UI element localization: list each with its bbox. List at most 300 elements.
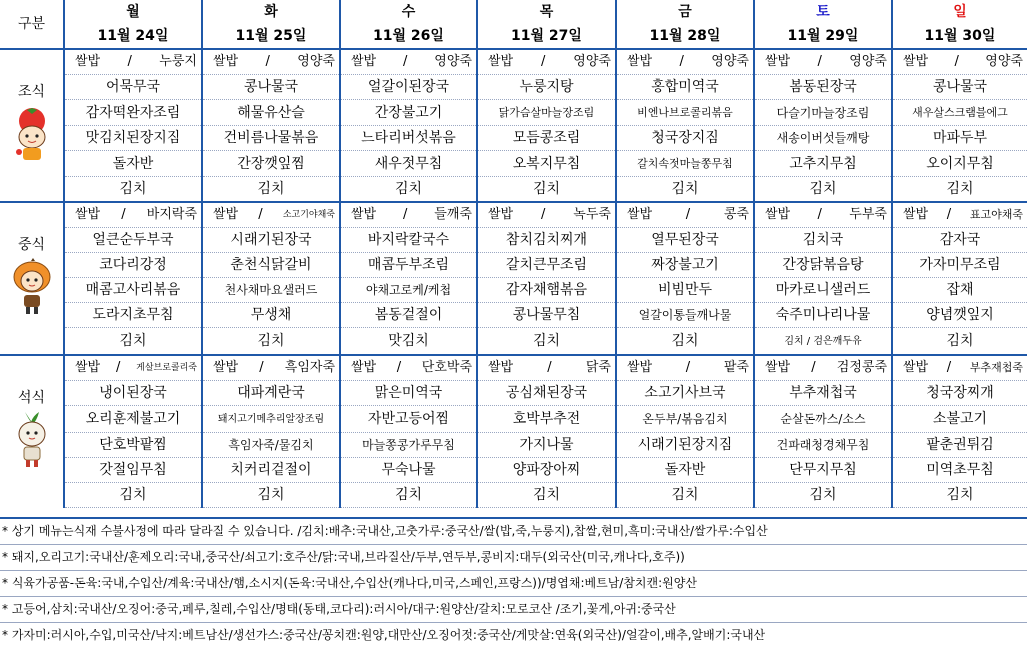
dish-name: 어묵무국: [105, 79, 161, 95]
dish-name: 콩나물국: [243, 79, 299, 95]
dish-name: 마카로니샐러드: [775, 282, 871, 298]
dish-name: 건파래청경채무침: [776, 438, 870, 452]
gubun-header: 구분: [17, 16, 46, 32]
rice-label: 쌀밥: [75, 54, 101, 69]
dish-cell: [892, 278, 1027, 303]
dish-name: 김치: [394, 487, 423, 503]
porridge-label: 바지락죽: [146, 207, 197, 222]
dish-cell: [616, 458, 754, 483]
rice-label: 쌀밥: [213, 54, 239, 69]
dish-name: 얼갈이된장국: [367, 79, 450, 95]
date-header: 11월 25일: [202, 24, 340, 49]
dish-cell: [64, 433, 202, 458]
dish-cell: [64, 278, 202, 303]
rice-label: 쌀밥: [903, 207, 929, 222]
rice-label: 쌀밥: [213, 207, 239, 222]
dish-cell: [754, 303, 892, 328]
porridge-label: 영양죽: [434, 54, 472, 69]
dish-cell: [616, 381, 754, 406]
dish-name: 봄동겉절이: [374, 307, 443, 323]
rice-soup-cell: 쌀밥 / 누룽지: [64, 49, 202, 75]
porridge-label: 영양죽: [985, 54, 1023, 69]
rice-soup-cell: 쌀밥 / 영양죽: [892, 49, 1027, 75]
dish-cell: [477, 151, 616, 177]
rice-soup-cell: 쌀밥 / 영양죽: [616, 49, 754, 75]
dish-cell: [754, 458, 892, 483]
rice-soup-cell: 쌀밥 / 바지락죽: [64, 202, 202, 228]
dish-row: [0, 381, 1027, 406]
dish-cell: [340, 151, 477, 177]
dish-cell: [616, 100, 754, 126]
dish-name: 갈치속젓마늘쫑무침: [637, 157, 733, 170]
dish-cell: [754, 100, 892, 126]
rice-soup-cell: 쌀밥 / 소고기야채죽: [202, 202, 340, 228]
rice-soup-cell: 쌀밥 / 게살브로콜리죽: [64, 355, 202, 381]
porridge-label: 콩죽: [723, 207, 749, 222]
dish-cell: [477, 100, 616, 126]
dish-name: 느타리버섯볶음: [361, 130, 456, 146]
dish-cell: [202, 458, 340, 483]
rice-soup-cell: 쌀밥 / 녹두죽: [477, 202, 616, 228]
day-header: 화: [202, 0, 340, 24]
dish-cell: [202, 406, 340, 433]
rice-soup-cell: 쌀밥 / 부추재첩죽: [892, 355, 1027, 381]
rice-soup-cell: 쌀밥 / 닭죽: [477, 355, 616, 381]
dish-name: 김치: [257, 487, 285, 503]
dish-cell: [892, 328, 1027, 356]
rice-label: 쌀밥: [903, 54, 929, 69]
dish-name: 숙주미나리나물: [775, 307, 871, 323]
dish-cell: [340, 278, 477, 303]
dish-name: 홍합미역국: [651, 79, 719, 95]
dish-name: 간장불고기: [374, 104, 443, 121]
dish-name: 얼큰순두부국: [92, 232, 174, 248]
dish-row: [0, 151, 1027, 177]
dish-row: [0, 458, 1027, 483]
dish-name: 새송이버섯들깨탕: [776, 131, 870, 145]
rice-label: 쌀밥: [627, 360, 653, 375]
dish-cell: [202, 228, 340, 253]
porridge-label: 영양죽: [849, 54, 887, 69]
dish-cell: [616, 151, 754, 177]
rice-soup-cell: 쌀밥 / 영양죽: [202, 49, 340, 75]
dish-cell: [202, 126, 340, 151]
dish-name: 다슬기마늘장조림: [776, 105, 870, 120]
dish-name: 감자떡완자조림: [85, 104, 181, 121]
dish-name: 미역초무침: [926, 462, 994, 478]
dish-name: 온두부/볶음김치: [642, 412, 728, 426]
rice-label: 쌀밥: [351, 207, 377, 222]
dish-name: 맛김치: [388, 333, 429, 349]
dish-name: 김치: [671, 181, 699, 197]
dish-cell: [892, 458, 1027, 483]
rice-soup-cell: 쌀밥 / 검정콩죽: [754, 355, 892, 381]
dish-name: 새우살스크램블에그: [912, 106, 1008, 119]
dish-name: 얼갈이통들깨나물: [638, 308, 732, 322]
origin-note: * 상기 메뉴는식재 수불사정에 따라 달라질 수 있습니다. /김치:배추:국내산,고춧가루:중국산/쌀(밥,죽,누룽지),찹쌀,현미,흑미:국내산/쌀가루:수입산: [0, 517, 1027, 544]
dish-cell: [616, 406, 754, 433]
dish-name: 김치국: [802, 232, 844, 248]
dish-cell: [754, 278, 892, 303]
dish-cell: [64, 177, 202, 203]
day-header: 목: [477, 0, 616, 24]
dish-name: 갈치큰무조림: [505, 257, 588, 273]
porridge-label: 닭죽: [585, 360, 611, 375]
dish-name: 참치김치찌개: [505, 232, 588, 248]
dish-name: 오이지무침: [926, 155, 994, 172]
dish-name: 짜장불고기: [651, 257, 719, 273]
dish-cell: [616, 228, 754, 253]
porridge-label: 소고기야채죽: [282, 210, 335, 220]
dish-cell: [616, 126, 754, 151]
mascot-image: [0, 410, 63, 478]
dish-cell: [477, 126, 616, 151]
dish-name: 김치 / 검은깨두유: [784, 336, 862, 347]
dish-cell: [340, 75, 477, 100]
porridge-label: 들깨죽: [434, 207, 472, 222]
dish-cell: [477, 406, 616, 433]
dish-name: 오복지무침: [512, 155, 581, 172]
porridge-label: 게살브로콜리죽: [136, 363, 197, 373]
dish-name: 가자미무조림: [919, 257, 1001, 273]
dish-cell: [340, 406, 477, 433]
date-header: 11월 24일: [64, 24, 202, 49]
dish-cell: [892, 303, 1027, 328]
dish-name: 김치: [809, 487, 837, 503]
rice-label: 쌀밥: [488, 207, 514, 222]
dish-cell: [477, 458, 616, 483]
dish-name: 매콤고사리볶음: [85, 282, 181, 298]
dish-name: 야채고로케/케첩: [365, 283, 452, 297]
dish-cell: [64, 100, 202, 126]
rice-soup-cell: 쌀밥 / 영양죽: [477, 49, 616, 75]
rice-soup-cell: 쌀밥 / 흑임자죽: [202, 355, 340, 381]
dish-cell: [477, 253, 616, 278]
rice-label: 쌀밥: [488, 360, 514, 375]
dish-name: 가지나물: [519, 437, 574, 453]
day-header: 수: [340, 0, 477, 24]
dish-cell: [64, 126, 202, 151]
dish-cell: [64, 151, 202, 177]
dish-cell: [616, 75, 754, 100]
porridge-label: 팥죽: [723, 360, 749, 375]
dish-cell: [340, 458, 477, 483]
dish-name: 냉이된장국: [99, 385, 167, 401]
dish-cell: [754, 328, 892, 356]
dish-cell: [477, 381, 616, 406]
rice-label: 쌀밥: [75, 207, 101, 222]
dish-name: 돌자반: [664, 462, 706, 478]
rice-label: 쌀밥: [351, 54, 377, 69]
dish-cell: [477, 177, 616, 203]
dish-name: 김치: [119, 487, 147, 503]
dish-name: 순살돈까스/소스: [780, 412, 866, 426]
dish-name: 닭가슴살마늘장조림: [498, 106, 595, 119]
porridge-label: 두부죽: [849, 207, 887, 222]
dish-name: 호박부추전: [512, 411, 581, 427]
porridge-label: 녹두죽: [573, 207, 611, 222]
dish-name: 마파두부: [932, 130, 988, 146]
dish-name: 코다리강정: [99, 257, 167, 273]
rice-label: 쌀밥: [903, 360, 929, 375]
dish-name: 마늘쫑콩가루무침: [362, 438, 455, 452]
dish-cell: [477, 433, 616, 458]
dish-row: [0, 406, 1027, 433]
dish-row: [0, 228, 1027, 253]
dish-cell: [202, 151, 340, 177]
dish-cell: [616, 303, 754, 328]
dish-cell: [340, 303, 477, 328]
dish-name: 매콤두부조림: [367, 257, 450, 273]
meal-label-cell: [0, 355, 64, 508]
dish-row: [0, 483, 1027, 508]
rice-soup-cell: 쌀밥 / 표고야채죽: [892, 202, 1027, 228]
dish-name: 간장닭볶음탕: [782, 257, 864, 273]
date-header: 11월 29일: [754, 24, 892, 49]
dish-cell: [754, 406, 892, 433]
dish-name: 대파계란국: [237, 385, 305, 401]
dish-name: 바지락칼국수: [367, 232, 450, 248]
mascot-image: [0, 104, 63, 172]
dish-cell: [477, 228, 616, 253]
dish-cell: [616, 253, 754, 278]
dish-name: 고추지무침: [789, 155, 857, 172]
meal-label-cell: [0, 49, 64, 202]
dish-cell: [892, 483, 1027, 508]
porridge-label: 영양죽: [711, 54, 749, 69]
dish-name: 김치: [946, 487, 974, 503]
dish-name: 김치: [532, 181, 561, 197]
dish-cell: [754, 433, 892, 458]
date-header: 11월 27일: [477, 24, 616, 49]
dish-cell: [64, 328, 202, 356]
dish-cell: [616, 433, 754, 458]
dish-name: 김치: [532, 487, 561, 503]
origin-note: * 식육가공품-돈육:국내,수입산/계육:국내산/햄,소시지(돈육:국내산,수입산(캐나다,미국,스페인,프랑스))/명엽채:베트남/참치캔:원양산: [0, 570, 1027, 596]
header-day-row: [0, 0, 1027, 24]
porridge-label: 검정콩죽: [836, 360, 887, 375]
dish-name: 팥춘권튀김: [926, 437, 994, 453]
dish-row: [0, 328, 1027, 356]
dish-row: [0, 253, 1027, 278]
dish-name: 청국장지짐: [651, 130, 719, 146]
dish-cell: [64, 458, 202, 483]
rice-soup-cell: 쌀밥 / 들깨죽: [340, 202, 477, 228]
dish-cell: [340, 126, 477, 151]
meal-name: 석식: [17, 389, 46, 406]
dish-row: [0, 303, 1027, 328]
rice-label: 쌀밥: [351, 360, 377, 375]
dish-name: 해물유산슬: [237, 104, 305, 121]
dish-name: 도라지초무침: [92, 307, 174, 323]
dish-cell: [340, 253, 477, 278]
dish-name: 김치: [394, 181, 423, 197]
dish-cell: [202, 381, 340, 406]
rice-soup-cell: 쌀밥 / 단호박죽: [340, 355, 477, 381]
dish-name: 김치: [671, 487, 699, 503]
notes-section: [0, 517, 1027, 648]
dish-cell: [64, 228, 202, 253]
date-header: 11월 28일: [616, 24, 754, 49]
dish-cell: [616, 328, 754, 356]
dish-name: 돼지고기메추리알장조림: [217, 414, 325, 425]
day-header: 토: [754, 0, 892, 24]
dish-name: 춘천식닭갈비: [230, 257, 312, 273]
dish-cell: [340, 228, 477, 253]
rice-row: [0, 355, 1027, 381]
dish-cell: [616, 278, 754, 303]
dish-cell: [64, 406, 202, 433]
dish-cell: [202, 483, 340, 508]
dish-name: 흑임자죽/물김치: [228, 438, 314, 452]
dish-name: 양념깻잎지: [926, 307, 994, 323]
rice-soup-cell: 쌀밥 / 콩죽: [616, 202, 754, 228]
dish-name: 감자채햄볶음: [505, 282, 588, 298]
rice-soup-cell: 쌀밥 / 영양죽: [340, 49, 477, 75]
dish-name: 천사채마요샐러드: [224, 283, 318, 297]
dish-cell: [64, 75, 202, 100]
dish-row: [0, 100, 1027, 126]
dish-row: [0, 75, 1027, 100]
dish-cell: [754, 483, 892, 508]
dish-row: [0, 126, 1027, 151]
dish-name: 김치: [671, 333, 699, 349]
dish-name: 양파장아찌: [512, 462, 581, 478]
dish-name: 김치: [532, 333, 561, 349]
dish-name: 콩나물무침: [512, 307, 581, 323]
dish-name: 비엔나브로콜리볶음: [637, 106, 733, 119]
dish-name: 소고기사브국: [644, 385, 726, 401]
dish-name: 모듬콩조림: [512, 130, 581, 146]
dish-name: 단호박팥찜: [99, 437, 167, 453]
day-header: 금: [616, 0, 754, 24]
dish-name: 맛김치된장지짐: [85, 130, 181, 146]
rice-soup-cell: 쌀밥 / 영양죽: [754, 49, 892, 75]
dish-name: 청국장찌개: [926, 385, 994, 401]
dish-name: 부추재첩국: [789, 385, 857, 401]
origin-note: * 고등어,삼치:국내산/오징어:중국,페루,칠레,수입산/명태(동태,코다리):러시아/대구:원양산/갈치:모로코산 /조기,꽃게,아귀:중국산: [0, 596, 1027, 622]
dish-row: [0, 278, 1027, 303]
dish-name: 잡채: [946, 282, 974, 298]
dish-name: 새우젓무침: [374, 155, 443, 172]
dish-cell: [340, 483, 477, 508]
dish-cell: [892, 406, 1027, 433]
dish-cell: [202, 303, 340, 328]
dish-row: [0, 177, 1027, 203]
rice-label: 쌀밥: [765, 207, 791, 222]
dish-cell: [754, 177, 892, 203]
meal-name: 조식: [17, 83, 46, 100]
dish-cell: [64, 253, 202, 278]
dish-name: 감자국: [939, 232, 981, 248]
dish-cell: [892, 100, 1027, 126]
dish-name: 김치: [119, 333, 147, 349]
porridge-label: 단호박죽: [421, 360, 472, 375]
dish-cell: [477, 328, 616, 356]
dish-name: 간장깻잎찜: [237, 155, 305, 172]
date-header: 11월 26일: [340, 24, 477, 49]
dish-cell: [64, 303, 202, 328]
dish-cell: [754, 75, 892, 100]
porridge-label: 표고야채죽: [969, 208, 1023, 221]
dish-name: 김치: [809, 181, 837, 197]
dish-name: 맑은미역국: [374, 385, 443, 401]
rice-label: 쌀밥: [627, 207, 653, 222]
dish-name: 무생채: [250, 307, 292, 323]
dish-cell: [340, 177, 477, 203]
dish-cell: [477, 303, 616, 328]
day-header: 월: [64, 0, 202, 24]
dish-cell: [892, 433, 1027, 458]
dish-name: 공심채된장국: [505, 385, 588, 401]
dish-cell: [892, 253, 1027, 278]
dish-cell: [340, 100, 477, 126]
dish-cell: [202, 278, 340, 303]
porridge-label: 영양죽: [297, 54, 335, 69]
dish-name: 갓절임무침: [99, 462, 167, 478]
dish-cell: [616, 483, 754, 508]
porridge-label: 부추재첩죽: [969, 361, 1023, 374]
dish-cell: [477, 483, 616, 508]
dish-cell: [202, 100, 340, 126]
dish-name: 봄동된장국: [789, 79, 857, 95]
dish-name: 오리훈제불고기: [85, 411, 181, 427]
header-date-row: [0, 24, 1027, 49]
dish-cell: [64, 483, 202, 508]
dish-cell: [892, 381, 1027, 406]
dish-cell: [754, 126, 892, 151]
dish-name: 누룽지탕: [519, 79, 574, 95]
dish-cell: [754, 381, 892, 406]
origin-note: * 가자미:러시아,수입,미국산/낙지:베트남산/생선가스:중국산/꽁치캔:원양,대만산/오징어젓:중국산/게맛살:연육(외국산)/얼갈이,배추,알배기:국내산: [0, 622, 1027, 648]
dish-name: 비빔만두: [657, 282, 713, 298]
dish-cell: [202, 253, 340, 278]
meal-label-cell: [0, 202, 64, 355]
dish-cell: [754, 228, 892, 253]
rice-soup-cell: 쌀밥 / 팥죽: [616, 355, 754, 381]
dish-cell: [892, 177, 1027, 203]
dish-cell: [477, 75, 616, 100]
dish-name: 김치: [946, 333, 974, 349]
rice-row: [0, 202, 1027, 228]
dish-name: 김치: [946, 181, 974, 197]
dish-cell: [892, 228, 1027, 253]
dish-cell: [340, 381, 477, 406]
dish-row: [0, 433, 1027, 458]
dish-name: 자반고등어찜: [367, 411, 450, 427]
dish-name: 소불고기: [932, 411, 988, 427]
dish-name: 김치: [257, 333, 285, 349]
day-header: 일: [892, 0, 1027, 24]
rice-label: 쌀밥: [765, 360, 791, 375]
origin-note: * 돼지,오리고기:국내산/훈제오리:국내,중국산/쇠고기:호주산/닭:국내,브라질산/두부,연두부,콩비지:대두(외국산(미국,캐나다,호주)): [0, 544, 1027, 570]
dish-name: 김치: [257, 181, 285, 197]
dish-cell: [340, 433, 477, 458]
dish-name: 김치: [119, 181, 147, 197]
dish-cell: [202, 328, 340, 356]
rice-row: [0, 49, 1027, 75]
rice-label: 쌀밥: [765, 54, 791, 69]
dish-name: 콩나물국: [932, 79, 988, 95]
dish-cell: [754, 151, 892, 177]
mascot-image: [0, 257, 63, 325]
dish-cell: [477, 278, 616, 303]
dish-cell: [892, 126, 1027, 151]
dish-cell: [340, 328, 477, 356]
dish-name: 치커리겉절이: [230, 462, 312, 478]
dish-cell: [64, 381, 202, 406]
dish-cell: [202, 177, 340, 203]
